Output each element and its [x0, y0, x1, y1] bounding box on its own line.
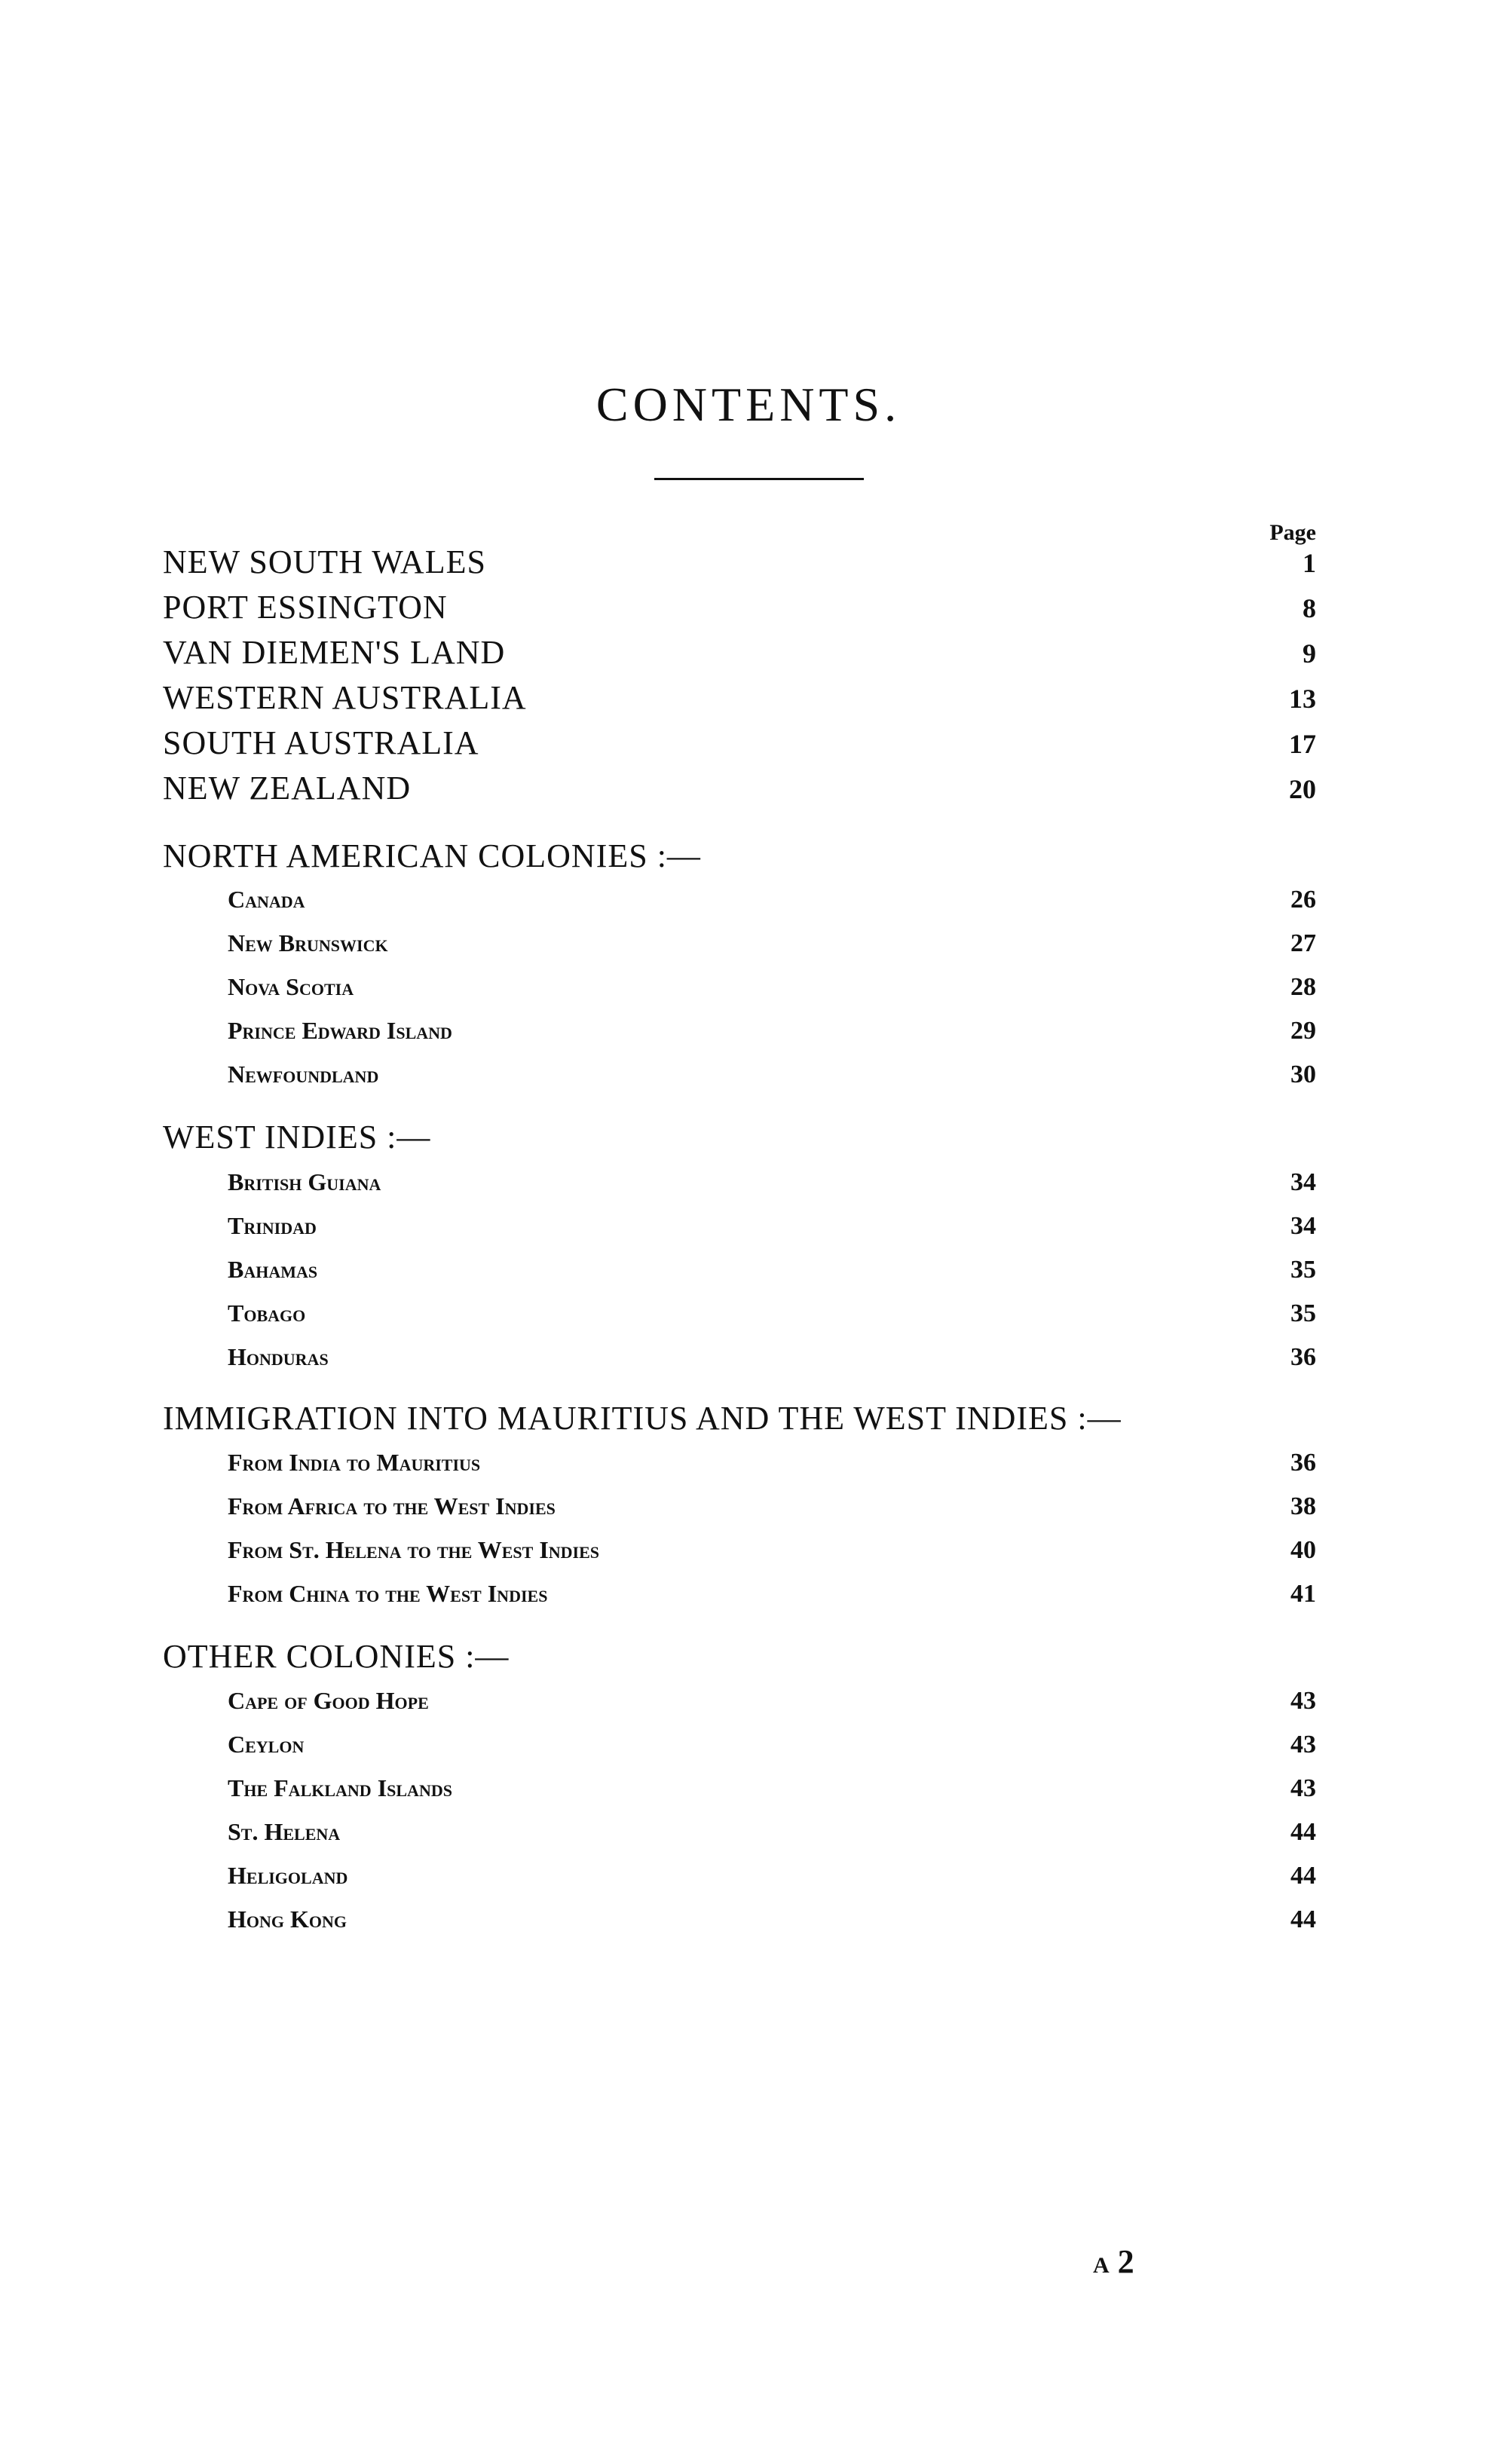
toc-subentry-label: Heligoland [228, 1862, 348, 1889]
toc-subentry [0, 1343, 1497, 1388]
toc-entry-page: 17 [1289, 729, 1316, 759]
toc-subentry-label: Newfoundland [228, 1061, 379, 1088]
toc-subentry-page: 43 [1290, 1774, 1316, 1802]
toc-subentry [0, 1580, 1497, 1625]
toc-subentry [0, 1212, 1497, 1257]
toc-subentry [0, 1492, 1497, 1538]
toc-entry [0, 633, 1497, 678]
toc-group-heading: WEST INDIES :— [163, 1119, 431, 1155]
toc-subentry-page: 29 [1290, 1017, 1316, 1045]
toc-subentry-label: Tobago [228, 1299, 306, 1327]
toc-subentry-label: Nova Scotia [228, 973, 354, 1000]
toc-subentry-page: 44 [1290, 1905, 1316, 1933]
toc-subentry-label: Ceylon [228, 1731, 305, 1758]
toc-subentry-page: 34 [1290, 1168, 1316, 1196]
toc-subentry-page: 43 [1290, 1731, 1316, 1758]
toc-subentry [0, 1862, 1497, 1907]
toc-entry-label: NEW SOUTH WALES [163, 543, 486, 580]
toc-entry [0, 769, 1497, 814]
page-title: CONTENTS. [595, 378, 902, 431]
toc-subentry-page: 36 [1290, 1449, 1316, 1477]
toc-subentry-page: 36 [1290, 1343, 1316, 1371]
toc-subentry [0, 1687, 1497, 1732]
toc-subentry-label: Cape of Good Hope [228, 1687, 429, 1714]
toc-entry-page: 9 [1303, 638, 1316, 669]
toc-entry [0, 543, 1497, 588]
signature-letter: A [1093, 2253, 1110, 2278]
toc-subentry-page: 26 [1290, 886, 1316, 914]
toc-subentry-label: Hong Kong [228, 1905, 347, 1933]
toc-group-heading: IMMIGRATION INTO MAURITIUS AND THE WEST INDIES :— [163, 1400, 1122, 1437]
toc-entry-label: WESTERN AUSTRALIA [163, 679, 527, 716]
toc-entry [0, 588, 1497, 633]
toc-subentry-label: From India to Mauritius [228, 1449, 481, 1476]
toc-subentry-page: 30 [1290, 1061, 1316, 1088]
toc-subentry [0, 886, 1497, 931]
toc-subentry [0, 1905, 1497, 1951]
toc-entry [0, 678, 1497, 724]
toc-subentry-page: 41 [1290, 1580, 1316, 1608]
toc-subentry [0, 1774, 1497, 1820]
toc-subentry [0, 1256, 1497, 1301]
toc-subentry-label: St. Helena [228, 1818, 341, 1845]
signature-folio [1093, 2242, 1134, 2281]
toc-entry-label: NEW ZEALAND [163, 770, 412, 807]
toc-subentry-label: Canada [228, 886, 305, 913]
toc-subentry [0, 1168, 1497, 1214]
toc-subentry-page: 35 [1290, 1299, 1316, 1327]
page-column-header: Page [1269, 520, 1316, 545]
toc-subentry [0, 973, 1497, 1018]
toc-subentry-page: 35 [1290, 1256, 1316, 1284]
toc-subentry [0, 1017, 1497, 1062]
toc-subentry-label: Trinidad [228, 1212, 317, 1239]
toc-entry-page: 20 [1289, 774, 1316, 804]
toc-subentry-label: From Africa to the West Indies [228, 1492, 556, 1520]
toc-subentry [0, 1536, 1497, 1581]
toc-group-heading: OTHER COLONIES :— [163, 1638, 510, 1675]
toc-subentry [0, 1449, 1497, 1494]
toc-subentry-label: Honduras [228, 1343, 329, 1370]
toc-subentry-label: Prince Edward Island [228, 1017, 452, 1044]
toc-entry-label: PORT ESSINGTON [163, 589, 448, 626]
toc-subentry-page: 43 [1290, 1687, 1316, 1715]
toc-subentry-page: 34 [1290, 1212, 1316, 1240]
toc-subentry [0, 1818, 1497, 1863]
signature-number: 2 [1117, 2243, 1134, 2280]
toc-subentry [0, 1299, 1497, 1345]
toc-subentry-page: 40 [1290, 1536, 1316, 1564]
toc-group-heading: NORTH AMERICAN COLONIES :— [163, 837, 701, 874]
toc-subentry [0, 1731, 1497, 1776]
toc-subentry-page: 27 [1290, 929, 1316, 957]
toc-subentry-page: 44 [1290, 1862, 1316, 1890]
title-rule [654, 478, 864, 480]
toc-subentry-label: From St. Helena to the West Indies [228, 1536, 600, 1563]
toc-subentry-label: British Guiana [228, 1168, 381, 1195]
toc-subentry-page: 28 [1290, 973, 1316, 1001]
toc-entry [0, 724, 1497, 769]
toc-subentry-label: Bahamas [228, 1256, 318, 1283]
toc-entry-page: 8 [1303, 593, 1316, 623]
toc-subentry-label: From China to the West Indies [228, 1580, 548, 1607]
toc-subentry-label: The Falkland Islands [228, 1774, 452, 1801]
toc-subentry-page: 44 [1290, 1818, 1316, 1846]
toc-subentry [0, 1061, 1497, 1106]
toc-entry-page: 13 [1289, 684, 1316, 714]
toc-entry-label: SOUTH AUSTRALIA [163, 724, 479, 761]
toc-subentry-page: 38 [1290, 1492, 1316, 1520]
toc-entry-page: 1 [1303, 548, 1316, 578]
toc-subentry-label: New Brunswick [228, 929, 388, 957]
toc-subentry [0, 929, 1497, 975]
toc-entry-label: VAN DIEMEN'S LAND [163, 634, 506, 671]
